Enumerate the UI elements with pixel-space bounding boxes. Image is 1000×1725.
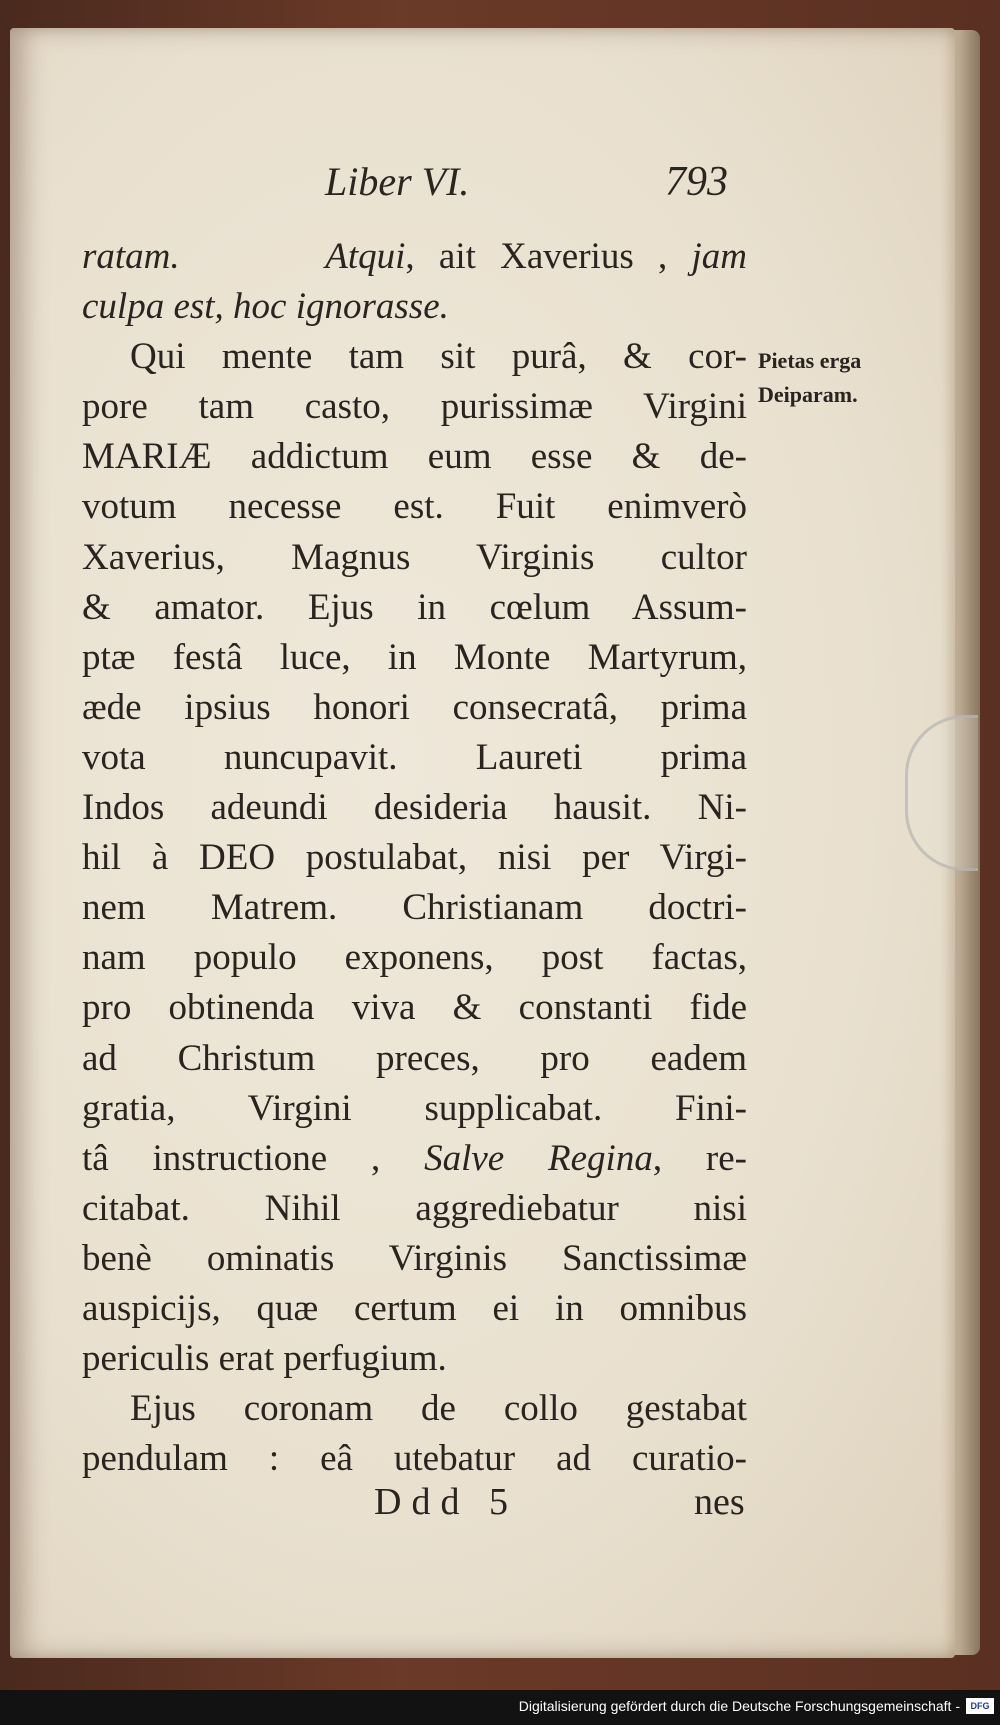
text-line: nem Matrem. Christianam doctri- (82, 887, 747, 929)
text-line: Xaverius, Magnus Virginis cultor (82, 536, 747, 578)
text-line: hil à DEO postulabat, nisi per Virgi- (82, 837, 747, 879)
text-fragment: Salve Regina (424, 1137, 653, 1179)
text-line: gratia, Virgini supplicabat. Fini- (82, 1087, 747, 1129)
running-title: Liber VI. (325, 159, 470, 204)
text-line (82, 1134, 747, 1184)
text-line: pro obtinenda viva & constanti fide (82, 987, 747, 1029)
text-line: Ejus coronam de collo gestabat (130, 1388, 747, 1430)
text-fragment: jam (691, 236, 747, 277)
margin-note-line: Deiparam. (758, 382, 858, 407)
page-header (80, 158, 760, 208)
text-line: nam populo exponens, post factas, (82, 937, 747, 979)
text-line: auspicijs, quæ certum ei in omnibus (82, 1287, 747, 1329)
text-line: votum necesse est. Fuit enimverò (82, 486, 747, 528)
margin-note (758, 344, 908, 412)
text-line: Qui mente tam sit purâ, & cor- (130, 336, 747, 378)
text-fragment: tâ instructione , (82, 1137, 425, 1179)
signature-mark: Ddd 5 (374, 1481, 518, 1523)
text-line: ad Christum preces, pro eadem (82, 1037, 747, 1079)
page-number: 793 (665, 159, 728, 205)
footer-credit: Digitalisierung gefördert durch die Deutsche Forschungsgemeinschaft - (518, 1698, 960, 1714)
margin-note-line: Pietas erga (758, 348, 862, 373)
text-line: & amator. Ejus in cœlum Assum- (82, 586, 747, 628)
text-line: citabat. Nihil aggrediebatur nisi (82, 1187, 747, 1229)
text-fragment: , ait Xaverius , (405, 236, 692, 277)
text-line: pore tam casto, purissimæ Virgini (82, 386, 747, 428)
digitization-footer (0, 1690, 1000, 1725)
main-text-block (82, 232, 747, 1484)
text-line: periculis erat perfugium. (82, 1338, 447, 1380)
text-line: vota nuncupavit. Laureti prima (82, 736, 747, 778)
text-line: culpa est, hoc ignorasse. (82, 286, 449, 328)
text-fragment: ratam. (82, 236, 180, 277)
text-line: benè ominatis Virginis Sanctissimæ (82, 1237, 747, 1279)
catchline (82, 1480, 762, 1530)
catchword: nes (694, 1481, 745, 1523)
text-fragment: , re- (652, 1137, 747, 1179)
text-line: æde ipsius honori consecratâ, prima (82, 686, 747, 728)
dfg-logo-icon: DFG (966, 1698, 994, 1714)
text-line (82, 232, 747, 282)
text-line: pendulam : eâ utebatur ad curatio- (82, 1438, 747, 1480)
text-line: Indos adeundi desideria hausit. Ni- (82, 787, 747, 829)
text-fragment: Atqui (325, 236, 406, 277)
text-line: ptæ festâ luce, in Monte Martyrum, (82, 636, 747, 678)
text-line: MARIÆ addictum eum esse & de- (82, 436, 747, 478)
